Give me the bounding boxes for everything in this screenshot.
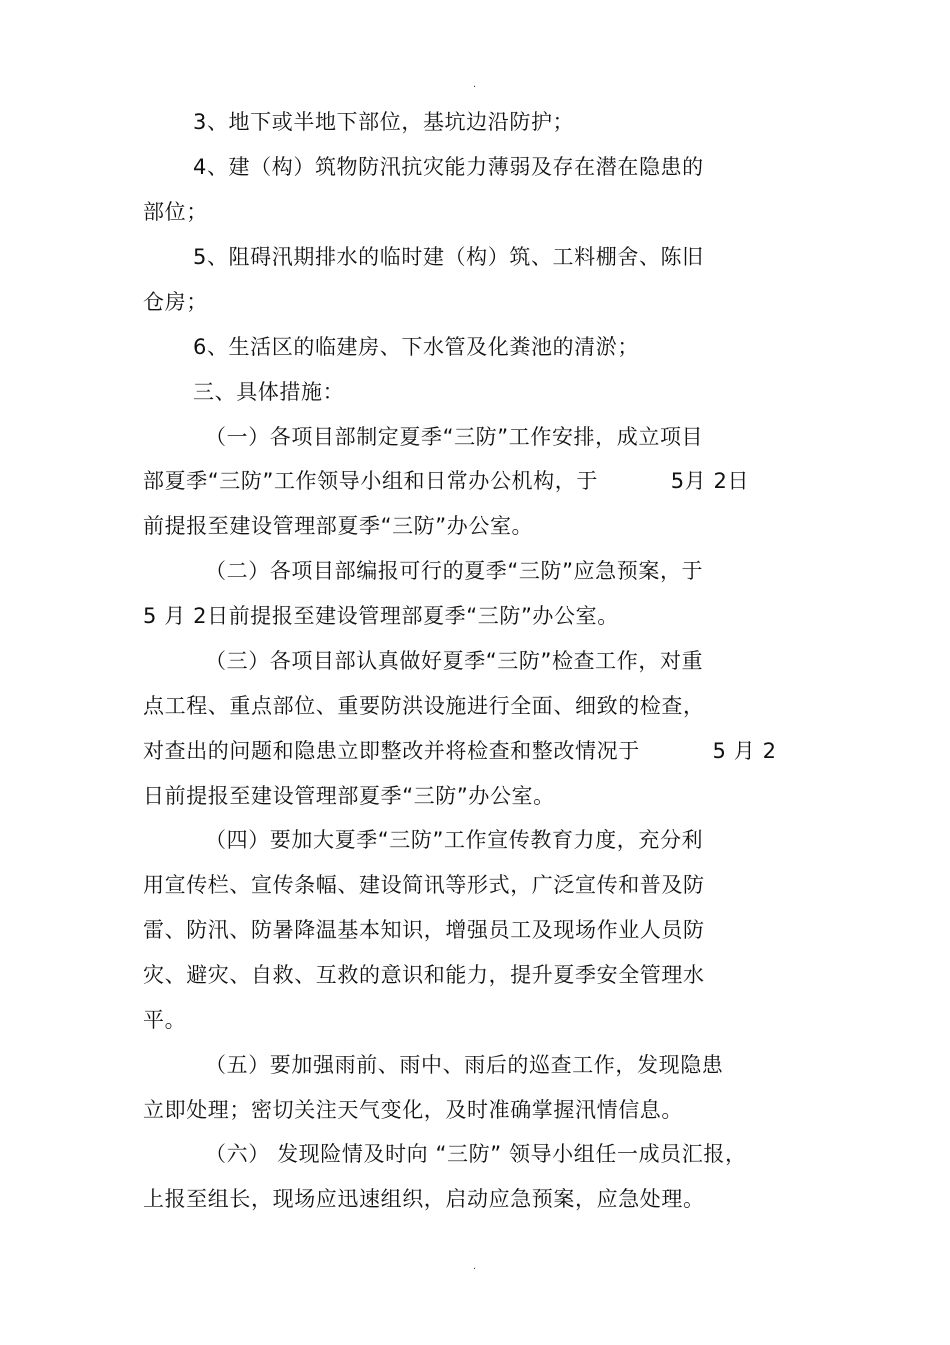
text-line: 立即处理；密切关注天气变化，及时准确掌握汛情信息。 bbox=[143, 1098, 683, 1122]
text-line: 日前提报至建设管理部夏季“三防”办公室。 bbox=[143, 784, 555, 808]
text-line: （一）各项目部制定夏季“三防”工作安排，成立项目 bbox=[205, 425, 704, 449]
text-line: 5 月 2日前提报至建设管理部夏季“三防”办公室。 bbox=[143, 604, 619, 628]
text-line: 6、生活区的临建房、下水管及化粪池的清淤； bbox=[193, 335, 639, 359]
section-heading: 三、具体措施： bbox=[193, 380, 345, 404]
text-line: 上报至组长，现场应迅速组织，启动应急预案，应急处理。 bbox=[143, 1187, 705, 1211]
text-line: （三）各项目部认真做好夏季“三防”检查工作，对重 bbox=[205, 649, 704, 673]
text-line: 部夏季“三防”工作领导小组和日常办公机构，于 5月 2日 bbox=[143, 469, 750, 493]
text-line: 仓房； bbox=[143, 290, 208, 314]
text-line: 对查出的问题和隐患立即整改并将检查和整改情况于 5 月 2 bbox=[143, 739, 777, 763]
header-mark: . bbox=[473, 79, 477, 90]
text-line: （四）要加大夏季“三防”工作宣传教育力度，充分利 bbox=[205, 828, 704, 852]
text-line: 雷、防汛、防暑降温基本知识，增强员工及现场作业人员防 bbox=[143, 918, 705, 942]
text-line: 点工程、重点部位、重要防洪设施进行全面、细致的检查， bbox=[143, 694, 705, 718]
text-line: 4、建（构）筑物防汛抗灾能力薄弱及存在潜在隐患的 bbox=[193, 155, 704, 179]
text-line: 用宣传栏、宣传条幅、建设简讯等形式，广泛宣传和普及防 bbox=[143, 873, 705, 897]
text-line: 5、阻碍汛期排水的临时建（构）筑、工料棚舍、陈旧 bbox=[193, 245, 704, 269]
text-line: 前提报至建设管理部夏季“三防”办公室。 bbox=[143, 514, 534, 538]
text-line: 3、地下或半地下部位，基坑边沿防护； bbox=[193, 110, 575, 134]
footer-mark: . bbox=[473, 1261, 477, 1272]
text-line: （二）各项目部编报可行的夏季“三防”应急预案，于 bbox=[205, 559, 704, 583]
text-line: 平。 bbox=[143, 1008, 187, 1032]
text-line: 灾、避灾、自救、互救的意识和能力，提升夏季安全管理水 bbox=[143, 963, 705, 987]
text-line: 部位； bbox=[143, 200, 208, 224]
text-line: （五）要加强雨前、雨中、雨后的巡查工作，发现隐患 bbox=[205, 1053, 724, 1077]
text-line: （六） 发现险情及时向 “三防” 领导小组任一成员汇报， bbox=[205, 1142, 747, 1166]
